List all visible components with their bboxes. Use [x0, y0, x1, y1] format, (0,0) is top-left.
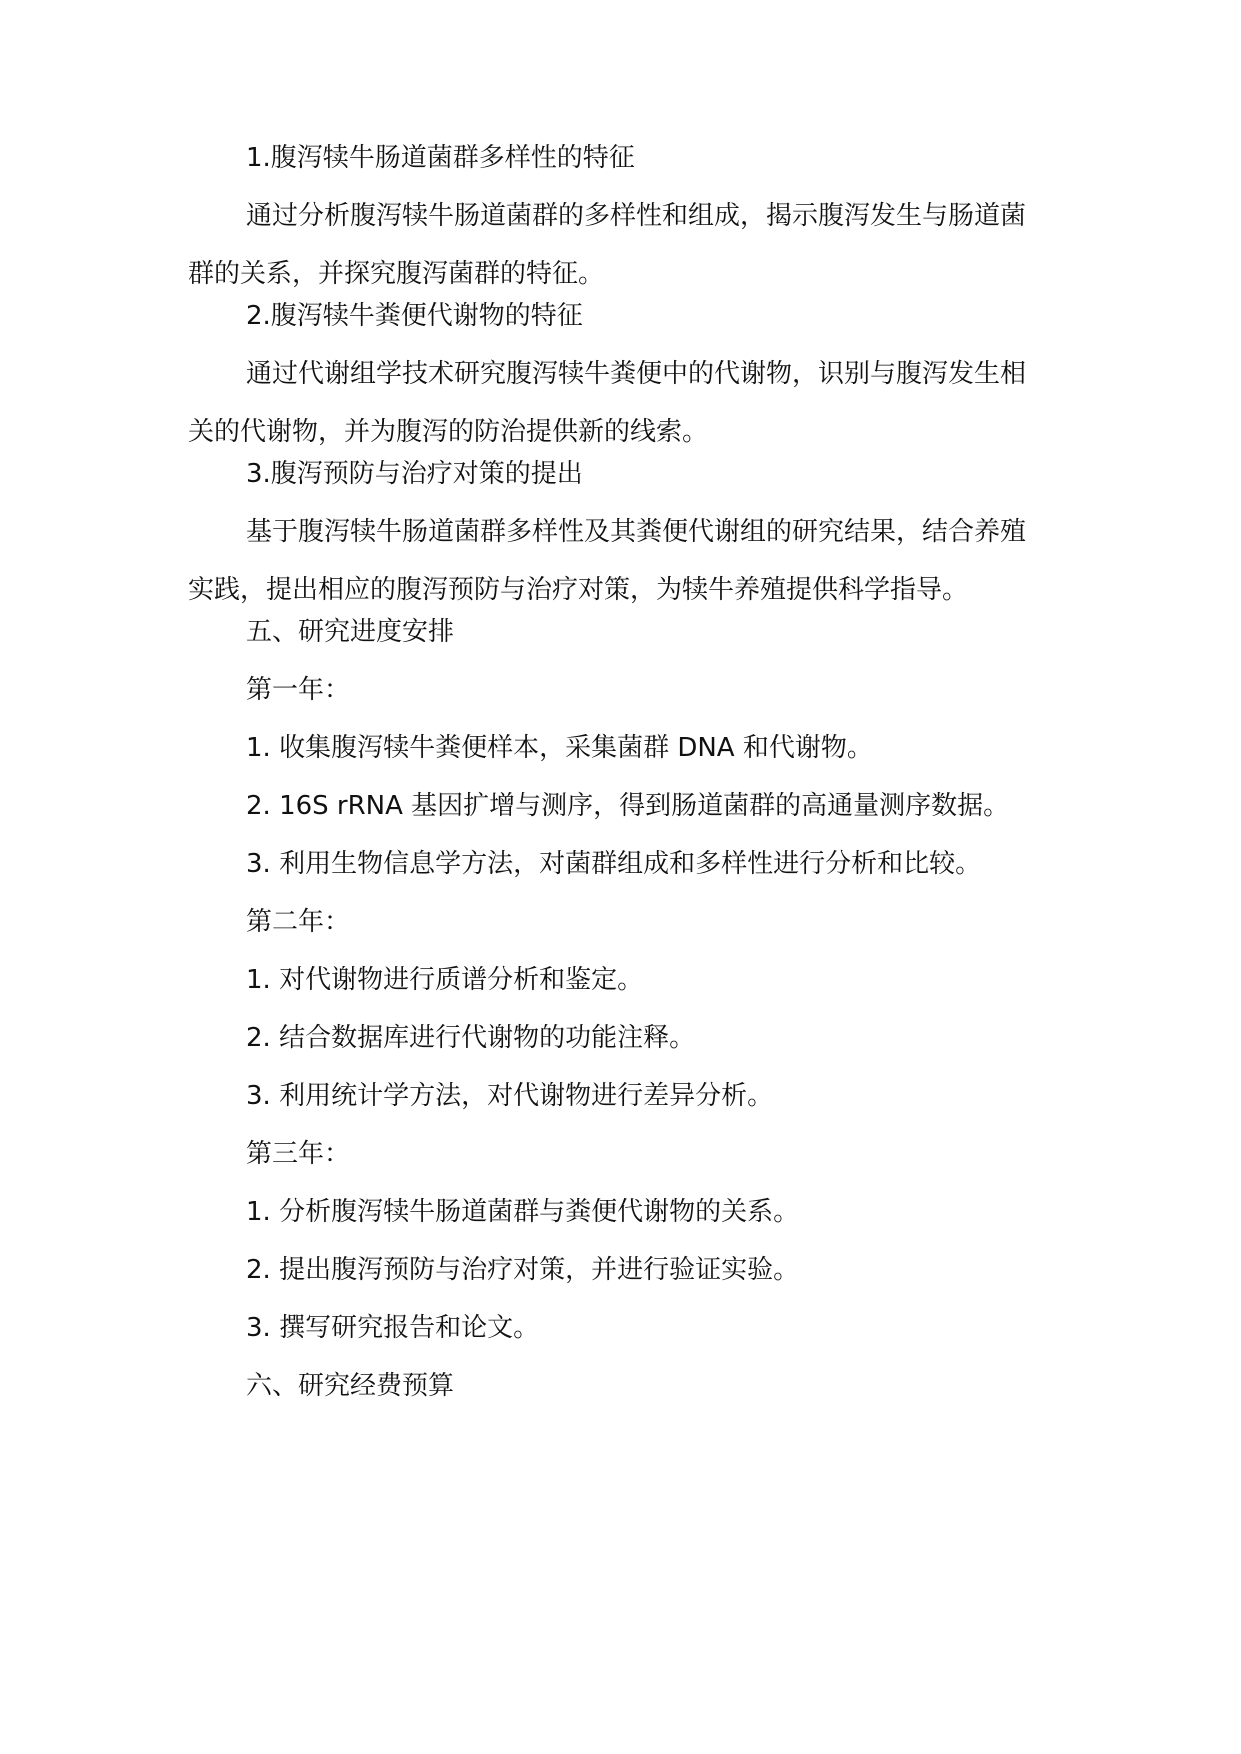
year-1-item-1: 1. 收集腹泻犊牛粪便样本，采集菌群 DNA 和代谢物。 [246, 733, 873, 763]
year-2-item-2: 2. 结合数据库进行代谢物的功能注释。 [246, 1023, 696, 1053]
section-heading-5: 五、研究进度安排 [246, 617, 455, 647]
year-3-item-2: 2. 提出腹泻预防与治疗对策，并进行验证实验。 [246, 1255, 800, 1285]
paragraph-2: 通过代谢组学技术研究腹泻犊牛粪便中的代谢物，识别与腹泻发生相关的代谢物，并为腹泻的防治提供新的线索。 [188, 359, 1027, 447]
subheading-2: 2.腹泻犊牛粪便代谢物的特征 [246, 301, 583, 331]
year-3-item-3: 3. 撰写研究报告和论文。 [246, 1313, 540, 1343]
year-3-item-1: 1. 分析腹泻犊牛肠道菌群与粪便代谢物的关系。 [246, 1197, 800, 1227]
year-2-item-3: 3. 利用统计学方法，对代谢物进行差异分析。 [246, 1081, 774, 1111]
year-1-heading: 第一年： [246, 675, 351, 705]
year-3-heading: 第三年： [246, 1139, 351, 1169]
subheading-3: 3.腹泻预防与治疗对策的提出 [246, 459, 583, 489]
year-1-item-3: 3. 利用生物信息学方法，对菌群组成和多样性进行分析和比较。 [246, 849, 982, 879]
year-1-item-2: 2. 16S rRNA 基因扩增与测序，得到肠道菌群的高通量测序数据。 [246, 791, 1010, 821]
year-2-heading: 第二年： [246, 907, 351, 937]
paragraph-1: 通过分析腹泻犊牛肠道菌群的多样性和组成，揭示腹泻发生与肠道菌群的关系，并探究腹泻菌群的特征。 [188, 201, 1027, 289]
section-heading-6: 六、研究经费预算 [246, 1371, 455, 1401]
paragraph-3: 基于腹泻犊牛肠道菌群多样性及其粪便代谢组的研究结果，结合养殖实践，提出相应的腹泻预防与治疗对策，为犊牛养殖提供科学指导。 [188, 517, 1027, 605]
subheading-1: 1.腹泻犊牛肠道菌群多样性的特征 [246, 143, 635, 173]
year-2-item-1: 1. 对代谢物进行质谱分析和鉴定。 [246, 965, 644, 995]
